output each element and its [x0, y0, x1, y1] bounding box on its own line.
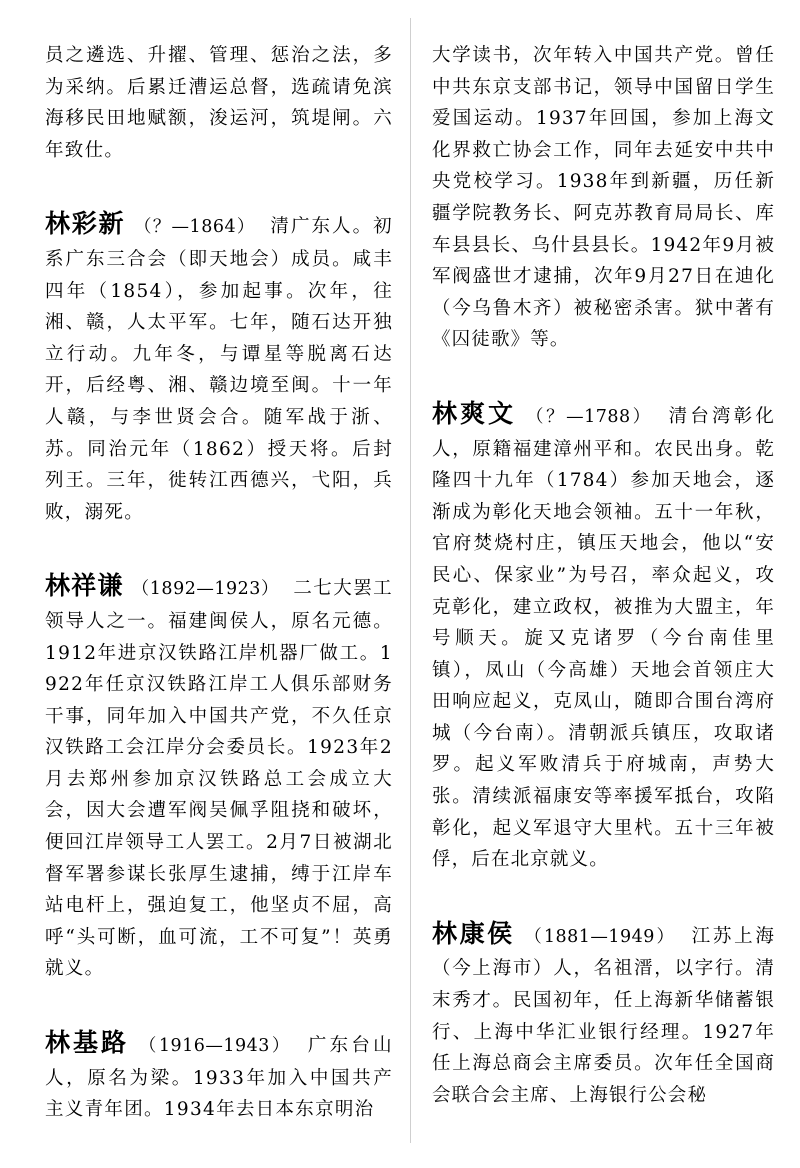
right-column [432, 40, 775, 1153]
entry-name: 林基路 [45, 1028, 129, 1058]
entry-name: 林康侯 [432, 918, 515, 948]
entry-name: 林祥谦 [45, 571, 124, 601]
entry-body: 清广东人。初系广东三合会（即天地会）成员。咸丰四年（1854），参加起事。次年，往湘、赣，人太平军。七年，随石达开独立行动。九年冬，与谭星等脱离石达开，后经粤、湘、赣边境至闽。十一年人赣，与李世贤会合。随军战于浙、苏。同治元年（1862）授天将。后封列王。三年，徙转江西德兴，弋阳，兵败，溺死。 [45, 216, 393, 523]
entry-dates: （？—1864） [133, 217, 256, 238]
entry-lin-jilu [45, 1027, 393, 1126]
entry-lin-caixin [45, 208, 393, 528]
entry-body: 广东台山人，原名为梁。1933年加入中国共产主义青年团。1934年去日本东京明治 [45, 1035, 393, 1121]
column-divider [410, 18, 411, 1143]
entry-continuation [432, 40, 775, 356]
entry-dates: （1881—1949） [522, 926, 677, 947]
entry-body: 员之遴选、升擢、管理、惩治之法，多为采纳。后累迁漕运总督，选疏请免滨海移民田地赋额，浚运河，筑堤闸。六年致仕。 [45, 45, 393, 161]
entry-body: 大学读书，次年转入中国共产党。曾任中共东京支部书记，领导中国留日学生爱国运动。1937年回国，参加上海文化界救亡协会工作，同年去延安中共中央党校学习。1938年到新疆，历任新疆学院教务长、阿克苏教育局局长、库车县县长、乌什县县长。1942年9月被军阀盛世才逮捕，次年9月27日在迪化（今乌鲁木齐）被秘密杀害。狱中著有《囚徒歌》等。 [432, 45, 775, 351]
entry-lin-shuangwen [432, 398, 775, 876]
entry-dates: （1892—1923） [131, 579, 280, 600]
left-column [45, 40, 393, 1168]
entry-name: 林彩新 [45, 209, 126, 239]
entry-lin-kanghou [432, 918, 775, 1112]
entry-body: 二七大罢工领导人之一。福建闽侯人，原名元德。1912年进京汉铁路江岸机器厂做工。1922年任京汉铁路江岸工人俱乐部财务干事，同年加入中国共产党，不久任京汉铁路工会江岸分会委员长。1923年2月去郑州参加京汉铁路总工会成立大会，因大会遭军阀吴佩孚阻挠和破坏，便回江岸领导工人罢工。2月7日被湖北督军署参谋长张厚生逮捕，缚于江岸车站电杆上，强迫复工，他坚贞不屈，高呼“头可断，血可流，工不可复”！英勇就义。 [45, 578, 393, 980]
entry-body: 清台湾彰化人，原籍福建漳州平和。农民出身。乾隆四十九年（1784）参加天地会，逐渐成为彰化天地会领袖。五十一年秋，官府焚烧村庄，镇压天地会，他以“安民心、保家业”为号召，率众起义，攻克彰化，建立政权，被推为大盟主，年号顺天。旋又克诸罗（今台南佳里镇），凤山（今高雄）天地会首领庄大田响应起义，克凤山，随即合围台湾府城（今台南）。清朝派兵镇压，攻取诸罗。起义军败清兵于府城南，声势大张。清续派福康安等率援军抵台，攻陷彰化，起义军退守大里杙。五十三年被俘，后在北京就义。 [432, 405, 775, 871]
entry-lin-xiangqian [45, 570, 393, 985]
entry-body: 江苏上海（今上海市）人，名祖溍，以字行。清末秀才。民国初年，任上海新华储蓄银行、上海中华汇业银行经理。1927年任上海总商会主席委员。次年任全国商会联合会主席、上海银行公会秘 [432, 925, 775, 1106]
entry-continuation [45, 40, 393, 166]
entry-dates: （1916—1943） [136, 1036, 292, 1057]
entry-name: 林爽文 [432, 398, 517, 428]
entry-dates: （？—1788） [524, 406, 653, 427]
